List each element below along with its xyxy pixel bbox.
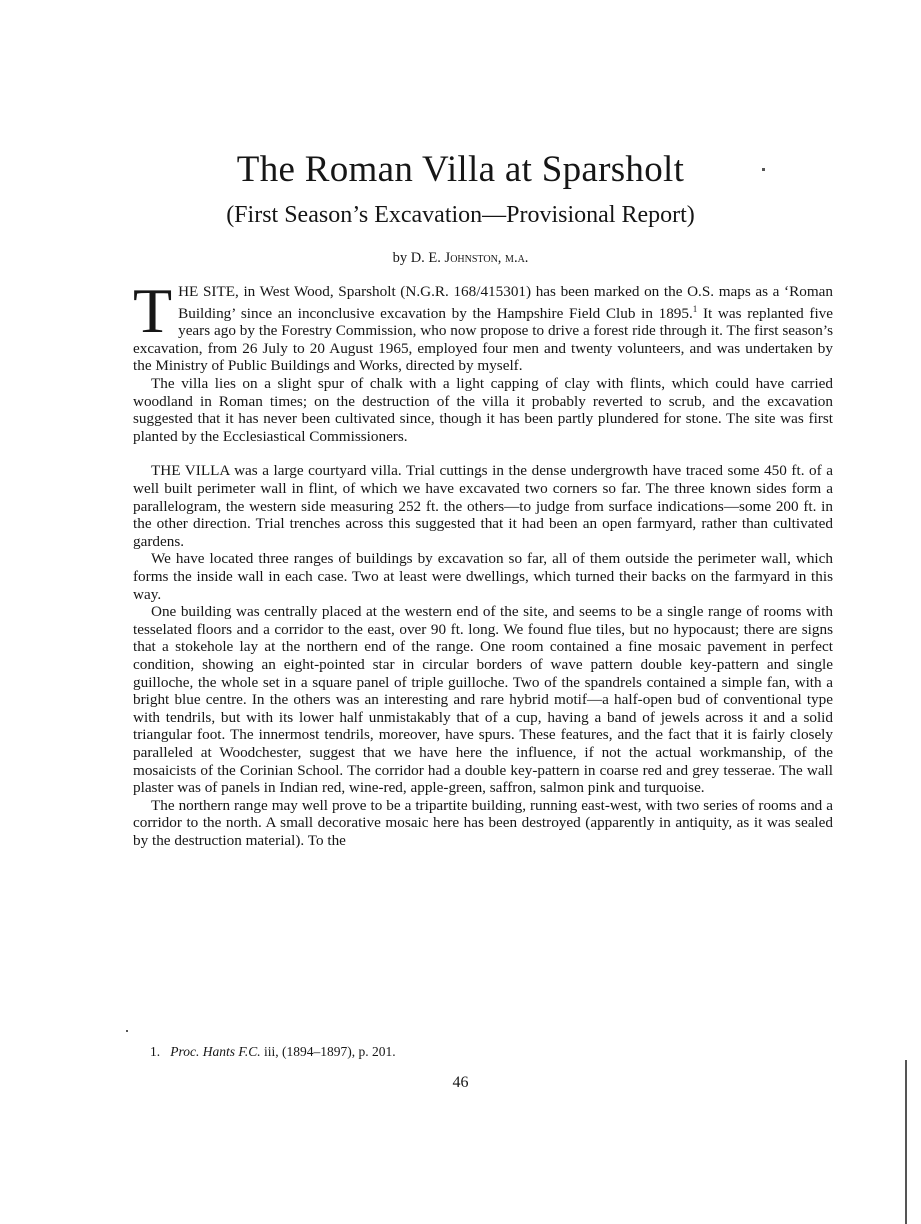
paragraph-site (133, 275, 833, 375)
scan-edge-line (905, 1060, 907, 1224)
footnote-details: iii, (1894–1897), p. 201. (264, 1044, 396, 1059)
byline-prefix: by D. E. (392, 250, 441, 266)
paragraph-site-text-cont: It was replanted five years ago by the Forestry Commission, who now propose to drive a forest ride through it. The first season’s excavation, from 26 July to 20 August 1965, employed four men and twenty volunteers, and was undertaken by the Ministry of Public Buildings and Works, directed by myself. (133, 304, 833, 375)
paragraph-northern-range: The northern range may well prove to be a tripartite building, running east-west, with two series of rooms and a corridor to the north. A small decorative mosaic here has been destroyed (apparently in antiquity, as it was sealed by the destruction material). To the (133, 796, 833, 849)
paragraph-western-building: One building was centrally placed at the western end of the site, and seems to be a single range of rooms with tesselated floors and a corridor to the east, over 90 ft. long. We found flue tiles, but no hypocaust; there are signs that a stokehole lay at the northern end of the range. One room contained a fine mosaic pavement in perfect condition, showing an eight-pointed star in circular borders of wave pattern double key-pattern and single guilloche, the whole set in a square panel of triple guilloche. Two of the spandrels contained a simple fan, with a bright blue centre. In the others was an interesting and rare hybrid motif—a half-open bud of conventional type with tendrils, but with its lower half unmistakably that of a cup, having a band of jewels across it and a solid triangular foot. The innermost tendrils, moreover, have spurs. These features, and the fact that it is fairly closely paralleled at Woodchester, suggest that we have here the influence, if not the actual workmanship, of the mosaicists of the Corinian School. The corridor had a double key-pattern in coarse red and grey tesserae. The wall plaster was of panels in Indian red, wine-red, apple-green, saffron, salmon pink and turquoise. (133, 603, 833, 797)
paragraph-the-villa-text: was a large courtyard villa. Trial cuttings in the dense undergrowth have traced some 450 ft. of a well built perimeter wall in flint, of which we have excavated two corners so far. The three known sides form a parallelogram, the western side measuring 252 ft. the others—to judge from surface indications—some 200 ft. in the other direction. Trial trenches across this suggested that it had been an open farmyard, rather than cultivated gardens. (133, 462, 833, 550)
footnote (150, 1043, 830, 1060)
article-subtitle: (First Season’s Excavation—Provisional Report) (226, 202, 695, 228)
article-title: The Roman Villa at Sparsholt (236, 149, 685, 190)
footnote-ref: 1 (692, 303, 698, 314)
drop-cap: T (133, 275, 173, 346)
paragraph-the-villa (133, 462, 833, 550)
article-body (133, 275, 833, 849)
author-name: Johnston, (444, 250, 502, 266)
author-degree: m.a. (505, 250, 529, 266)
scan-speck (126, 1030, 128, 1032)
paragraph-ranges: We have located three ranges of buildings by excavation so far, all of them outside the perimeter wall, which forms the inside wall in each case. Two at least were dwellings, which turned their backs on the farmyard in this way. (133, 550, 833, 603)
paragraph-villa-location: The villa lies on a slight spur of chalk with a light capping of clay with flints, which could have carried woodland in Roman times; on the destruction of the villa it probably reverted to scrub, and the excavation suggested that it has never been cultivated since, though it has been partly plundered for stone. The site was first planted by the Ecclesiastical Commissioners. (133, 375, 833, 445)
section-lead: THE VILLA (151, 462, 230, 480)
page-number: 46 (452, 1074, 469, 1091)
footnote-number: 1. (150, 1044, 161, 1059)
byline (0, 249, 921, 267)
scan-speck (762, 168, 765, 171)
footnote-source: Proc. Hants F.C. (170, 1044, 261, 1059)
paragraph-site-text: HE SITE, in West Wood, Sparsholt (N.G.R. 168/415301) has been marked on the O.S. maps as a ‘Roman Building’ since an inconclusive excavation by the Hampshire Field Club in 1895. (178, 283, 833, 322)
